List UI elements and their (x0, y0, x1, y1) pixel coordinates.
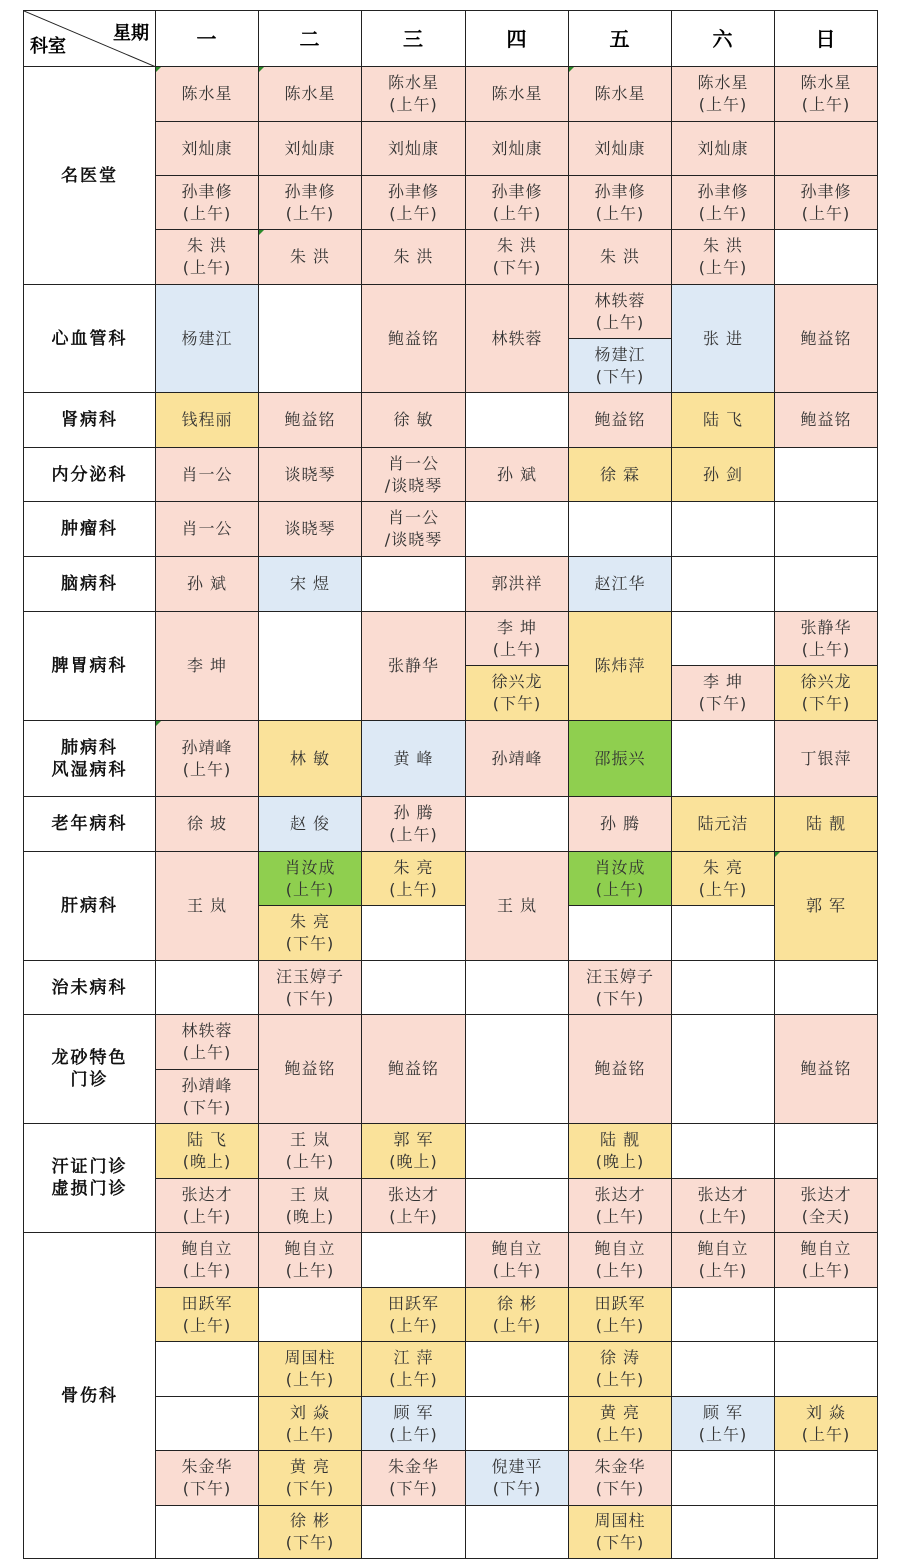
schedule-cell (774, 960, 878, 1015)
cell-marker-icon (156, 67, 161, 72)
schedule-cell (465, 1341, 569, 1397)
schedule-cell: 赵 俊 (258, 796, 362, 852)
schedule-cell (671, 501, 775, 557)
schedule-cell: 陈水星 (上午) (774, 66, 878, 122)
department-label: 肾病科 (23, 392, 156, 448)
schedule-cell: 鲍益铭 (774, 392, 878, 448)
schedule-cell: 徐 霖 (568, 447, 672, 502)
schedule-cell: 陈水星 (568, 66, 672, 122)
schedule-cell: 孙 腾 (上午) (361, 796, 466, 852)
schedule-cell (671, 556, 775, 612)
schedule-cell: 肖一公 /谈晓琴 (361, 447, 466, 502)
schedule-cell: 张达才 (上午) (361, 1178, 466, 1233)
schedule-cell: 陆 飞 (晚上) (155, 1123, 259, 1179)
schedule-cell: 孙聿修 (上午) (568, 175, 672, 230)
department-label: 汗证门诊 虚损门诊 (23, 1123, 156, 1233)
schedule-cell (671, 1123, 775, 1179)
schedule-cell (774, 1123, 878, 1179)
schedule-cell: 孙靖峰 (下午) (155, 1069, 259, 1124)
schedule-cell: 顾 军 (上午) (671, 1396, 775, 1451)
schedule-cell: 江 萍 (上午) (361, 1341, 466, 1397)
schedule-cell: 朱 洪 (下午) (465, 229, 569, 285)
schedule-cell: 邵振兴 (568, 720, 672, 797)
schedule-cell: 鲍益铭 (568, 1014, 672, 1124)
schedule-cell: 谈晓琴 (258, 447, 362, 502)
schedule-cell: 张达才 (上午) (568, 1178, 672, 1233)
schedule-cell: 徐 彬 (上午) (465, 1287, 569, 1342)
schedule-cell: 朱金华 (下午) (568, 1450, 672, 1506)
schedule-cell: 郭 军 (774, 851, 878, 961)
schedule-cell (465, 1505, 569, 1559)
schedule-cell: 顾 军 (上午) (361, 1396, 466, 1451)
schedule-cell: 孙聿修 (上午) (465, 175, 569, 230)
schedule-cell: 刘 焱 (上午) (774, 1396, 878, 1451)
schedule-cell: 钱程丽 (155, 392, 259, 448)
schedule-cell (465, 501, 569, 557)
schedule-cell: 孙聿修 (上午) (361, 175, 466, 230)
schedule-cell: 张静华 (361, 611, 466, 721)
schedule-cell: 陈炜萍 (568, 611, 672, 721)
schedule-cell: 陈水星 (465, 66, 569, 122)
schedule-cell: 黄 亮 (上午) (568, 1396, 672, 1451)
department-label: 脾胃病科 (23, 611, 156, 721)
schedule-cell (155, 1505, 259, 1559)
schedule-cell: 肖汝成 (上午) (258, 851, 362, 906)
schedule-cell: 张达才 (上午) (155, 1178, 259, 1233)
schedule-cell: 鲍益铭 (774, 284, 878, 393)
schedule-cell (361, 1232, 466, 1288)
schedule-cell: 徐 敏 (361, 392, 466, 448)
schedule-cell (568, 905, 672, 961)
schedule-cell: 杨建江 (155, 284, 259, 393)
schedule-cell (671, 1014, 775, 1124)
schedule-cell (774, 1287, 878, 1342)
schedule-cell: 肖一公 /谈晓琴 (361, 501, 466, 557)
cell-marker-icon (259, 67, 264, 72)
day-header: 五 (568, 10, 672, 67)
day-header: 四 (465, 10, 569, 67)
schedule-cell: 黄 亮 (下午) (258, 1450, 362, 1506)
department-label: 内分泌科 (23, 447, 156, 502)
schedule-cell: 张 进 (671, 284, 775, 393)
schedule-cell: 王 岚 (晚上) (258, 1178, 362, 1233)
schedule-cell (671, 960, 775, 1015)
schedule-cell: 徐兴龙 (下午) (465, 665, 569, 721)
cell-marker-icon (569, 67, 574, 72)
schedule-cell: 孙靖峰 (上午) (155, 720, 259, 797)
schedule-cell: 李 坤 (下午) (671, 665, 775, 721)
schedule-cell: 鲍自立 (上午) (155, 1232, 259, 1288)
schedule-cell (155, 1396, 259, 1451)
schedule-cell: 孙聿修 (上午) (155, 175, 259, 230)
schedule-cell (568, 501, 672, 557)
schedule-cell (465, 1014, 569, 1124)
schedule-cell: 汪玉婷子 (下午) (568, 960, 672, 1015)
day-header: 三 (361, 10, 466, 67)
day-header: 二 (258, 10, 362, 67)
schedule-cell (361, 960, 466, 1015)
schedule-cell: 鲍自立 (上午) (568, 1232, 672, 1288)
schedule-cell: 朱 洪 (361, 229, 466, 285)
schedule-cell: 宋 煜 (258, 556, 362, 612)
schedule-cell: 陆元洁 (671, 796, 775, 852)
schedule-cell: 汪玉婷子 (下午) (258, 960, 362, 1015)
schedule-cell (465, 796, 569, 852)
schedule-cell (155, 1341, 259, 1397)
schedule-cell: 孙聿修 (上午) (774, 175, 878, 230)
schedule-cell: 张达才 (上午) (671, 1178, 775, 1233)
schedule-cell: 陈水星 (上午) (361, 66, 466, 122)
schedule-cell: 陆 靓 (774, 796, 878, 852)
schedule-cell: 肖一公 (155, 501, 259, 557)
schedule-cell: 丁银萍 (774, 720, 878, 797)
schedule-cell: 林轶蓉 (上午) (155, 1014, 259, 1070)
department-label: 肺病科 风湿病科 (23, 720, 156, 797)
schedule-cell (671, 905, 775, 961)
department-label: 心血管科 (23, 284, 156, 393)
schedule-cell: 陈水星 (上午) (671, 66, 775, 122)
schedule-cell (361, 556, 466, 612)
schedule-cell: 鲍益铭 (258, 392, 362, 448)
schedule-cell (465, 960, 569, 1015)
schedule-cell (671, 720, 775, 797)
schedule-cell: 郭 军 (晚上) (361, 1123, 466, 1179)
schedule-cell: 郭洪祥 (465, 556, 569, 612)
cell-marker-icon (775, 852, 780, 857)
schedule-cell: 周国柱 (上午) (258, 1341, 362, 1397)
schedule-cell: 刘灿康 (155, 121, 259, 176)
schedule-cell: 李 坤 (155, 611, 259, 721)
schedule-cell: 鲍自立 (上午) (774, 1232, 878, 1288)
department-label: 治未病科 (23, 960, 156, 1015)
cell-marker-icon (156, 721, 161, 726)
schedule-cell (465, 1178, 569, 1233)
schedule-cell: 朱 洪 (568, 229, 672, 285)
header-corner (23, 10, 156, 67)
schedule-cell: 谈晓琴 (258, 501, 362, 557)
schedule-cell: 朱 洪 (上午) (155, 229, 259, 285)
schedule-cell: 刘灿康 (361, 121, 466, 176)
schedule-cell: 陆 飞 (671, 392, 775, 448)
schedule-cell (671, 611, 775, 666)
schedule-cell: 朱金华 (下午) (361, 1450, 466, 1506)
schedule-cell (465, 1123, 569, 1179)
schedule-cell (774, 121, 878, 176)
schedule-cell: 孙 斌 (155, 556, 259, 612)
schedule-cell: 杨建江 (下午) (568, 338, 672, 393)
schedule-cell (155, 960, 259, 1015)
schedule-cell: 张达才 (全天) (774, 1178, 878, 1233)
schedule-cell (258, 284, 362, 393)
department-label: 名医堂 (23, 66, 156, 285)
schedule-cell (774, 447, 878, 502)
department-label: 脑病科 (23, 556, 156, 612)
schedule-cell: 朱 亮 (上午) (361, 851, 466, 906)
schedule-cell: 陈水星 (155, 66, 259, 122)
schedule-cell: 徐 坡 (155, 796, 259, 852)
schedule-cell: 刘灿康 (671, 121, 775, 176)
schedule-cell: 鲍自立 (上午) (671, 1232, 775, 1288)
schedule-cell: 黄 峰 (361, 720, 466, 797)
schedule-cell: 朱金华 (下午) (155, 1450, 259, 1506)
department-label: 骨伤科 (23, 1232, 156, 1559)
schedule-cell: 刘灿康 (465, 121, 569, 176)
cell-marker-icon (259, 230, 264, 235)
schedule-cell (774, 501, 878, 557)
schedule-cell: 孙靖峰 (465, 720, 569, 797)
schedule-cell: 田跃军 (上午) (568, 1287, 672, 1342)
schedule-cell: 刘 焱 (上午) (258, 1396, 362, 1451)
schedule-cell (671, 1450, 775, 1506)
schedule-cell (258, 1287, 362, 1342)
schedule-cell: 朱 洪 (258, 229, 362, 285)
schedule-cell: 鲍自立 (上午) (465, 1232, 569, 1288)
schedule-cell: 张静华 (上午) (774, 611, 878, 666)
department-label: 龙砂特色 门诊 (23, 1014, 156, 1124)
schedule-cell: 徐 涛 (上午) (568, 1341, 672, 1397)
schedule-cell: 倪建平 (下午) (465, 1450, 569, 1506)
schedule-cell: 赵江华 (568, 556, 672, 612)
schedule-cell: 鲍益铭 (361, 284, 466, 393)
schedule-cell (258, 611, 362, 721)
schedule-cell (465, 392, 569, 448)
schedule-cell: 肖一公 (155, 447, 259, 502)
schedule-cell (671, 1287, 775, 1342)
schedule-cell: 朱 亮 (下午) (258, 905, 362, 961)
schedule-cell (671, 1505, 775, 1559)
schedule-cell: 田跃军 (上午) (155, 1287, 259, 1342)
schedule-cell (671, 1341, 775, 1397)
schedule-cell: 刘灿康 (258, 121, 362, 176)
schedule-cell: 林轶蓉 (465, 284, 569, 393)
schedule-cell: 陈水星 (258, 66, 362, 122)
schedule-cell: 孙聿修 (上午) (671, 175, 775, 230)
schedule-cell: 李 坤 (上午) (465, 611, 569, 666)
schedule-cell: 孙 斌 (465, 447, 569, 502)
schedule-cell: 王 岚 (465, 851, 569, 961)
day-header: 一 (155, 10, 259, 67)
schedule-cell: 孙 腾 (568, 796, 672, 852)
department-label: 老年病科 (23, 796, 156, 852)
schedule-cell: 周国柱 (下午) (568, 1505, 672, 1559)
schedule-cell (774, 1505, 878, 1559)
schedule-cell: 鲍益铭 (258, 1014, 362, 1124)
corner-dept-label: 科室 (30, 36, 66, 57)
schedule-cell (774, 229, 878, 285)
schedule-cell (774, 1450, 878, 1506)
schedule-cell: 林 敏 (258, 720, 362, 797)
department-label: 肝病科 (23, 851, 156, 961)
schedule-cell: 肖汝成 (上午) (568, 851, 672, 906)
schedule-cell: 朱 亮 (上午) (671, 851, 775, 906)
schedule-cell: 朱 洪 (上午) (671, 229, 775, 285)
schedule-cell: 鲍自立 (上午) (258, 1232, 362, 1288)
schedule-cell (774, 556, 878, 612)
day-header: 日 (774, 10, 878, 67)
schedule-cell: 徐兴龙 (下午) (774, 665, 878, 721)
schedule-cell: 陆 靓 (晚上) (568, 1123, 672, 1179)
schedule-cell: 刘灿康 (568, 121, 672, 176)
corner-week-label: 星期 (113, 23, 149, 44)
department-label: 肿瘤科 (23, 501, 156, 557)
schedule-cell (361, 1505, 466, 1559)
schedule-cell: 孙 剑 (671, 447, 775, 502)
schedule-cell: 鲍益铭 (774, 1014, 878, 1124)
day-header: 六 (671, 10, 775, 67)
schedule-cell: 徐 彬 (下午) (258, 1505, 362, 1559)
schedule-cell: 鲍益铭 (568, 392, 672, 448)
schedule-cell: 田跃军 (上午) (361, 1287, 466, 1342)
schedule-cell: 孙聿修 (上午) (258, 175, 362, 230)
schedule-cell (465, 1396, 569, 1451)
schedule-cell: 王 岚 (上午) (258, 1123, 362, 1179)
schedule-cell: 林轶蓉 (上午) (568, 284, 672, 339)
schedule-cell: 王 岚 (155, 851, 259, 961)
schedule-cell (361, 905, 466, 961)
schedule-cell (774, 1341, 878, 1397)
schedule-cell: 鲍益铭 (361, 1014, 466, 1124)
